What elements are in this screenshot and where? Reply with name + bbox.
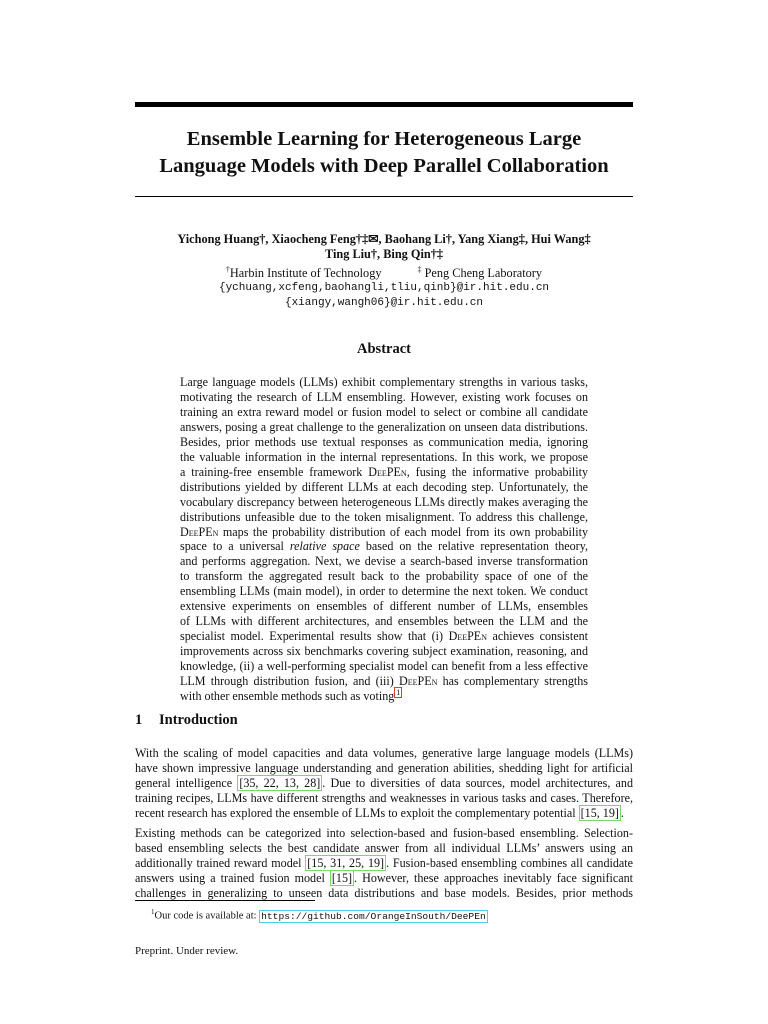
abstract-line: distributions unfeasible due to the token misalignment. To address this challenge, (180, 509, 588, 524)
method-name: DeePEn (448, 629, 487, 644)
title-line-1: Ensemble Learning for Heterogeneous Large (186, 128, 582, 150)
body-line: Existing methods can be categorized into selection-based and fusion-based ensembling. Selection- (135, 826, 633, 840)
email-line-2: {xiangy,wangh06}@ir.hit.edu.cn (284, 297, 484, 310)
abstract-line: the valuable information in the internal representations. In this work, we propose (180, 449, 588, 464)
abstract-line: answers, posing a great challenge to the generalization on unseen data distributions. (180, 419, 588, 434)
abstract-line: space to a universal relative space based on the relative representation theory, (180, 539, 588, 554)
body-line: training recipes, LLMs have different strengths and weaknesses in various tasks and cases. Therefore, (135, 790, 633, 805)
abstract-line: improvements across six benchmarks covering subject examination, reasoning, and (180, 644, 588, 659)
email-line-1: {ychuang,xcfeng,baohangli,tliu,qinb}@ir.hit.edu.cn (218, 282, 550, 295)
abstract-line: of LLMs with different architectures, and ensembles between the LLM and the (180, 614, 588, 629)
affiliation-pcl: ‡ Peng Cheng Laboratory (417, 265, 543, 281)
abstract-line: extensive experiments on ensembles of different number of LLMs, ensembles (180, 599, 588, 614)
abstract-line: training an extra reward model or fusion model to select or combine all candidate (180, 404, 588, 419)
footnote-mark: 1 (151, 908, 155, 916)
citation-link[interactable]: [15] (331, 870, 353, 885)
abstract-line: ensembling LLMs (main model), in order to determine the next token. We conduct (180, 584, 588, 599)
abstract-line: DeePEn maps the probability distribution of each model from its own probability (180, 524, 588, 539)
abstract-line: motivating the research of LLM ensembling. However, existing work focuses on (180, 389, 588, 404)
section-title: Introduction (159, 712, 238, 728)
abstract-heading: Abstract (357, 341, 411, 357)
title-bottom-rule (135, 196, 633, 197)
citation-link[interactable]: [15, 19] (580, 805, 619, 820)
footnote: $^1$Our code is available at: https://github.com/OrangeInSouth/DeePEn (151, 908, 486, 922)
footnote-rule (135, 900, 315, 901)
abstract-line: specialist model. Experimental results show that (i) DeePEn achieves consistent (180, 629, 588, 644)
abstract-line: knowledge, (ii) a well-performing specialist model can benefit from a less effective (180, 659, 588, 674)
paper-title (135, 126, 633, 180)
abstract-line: distributions yielded by different LLMs at each decoding step. Unfortunately, the (180, 479, 588, 494)
abstract-line: Large language models (LLMs) exhibit complementary strengths in various tasks, (180, 375, 588, 389)
title-line-2: Language Models with Deep Parallel Collaboration (159, 155, 609, 177)
body-line: additionally trained reward model [15, 31, 25, 19] . Fusion-based ensembling combines all candidate (135, 855, 633, 870)
abstract-line: Besides, prior methods use textual responses as communication media, ignoring (180, 434, 588, 449)
abstract-line: and performs aggregation. Next, we devise a search-based inverse transformation (180, 554, 588, 569)
author-list (135, 232, 633, 262)
intro-paragraph-2 (135, 826, 633, 901)
authors-line-1: Yichong Huang†, Xiaocheng Feng†‡✉, Baohang Li†, Yang Xiang‡, Hui Wang‡ (177, 232, 591, 246)
body-line: answers using a trained fusion model [15] . However, these approaches inevitably face significant (135, 870, 633, 885)
body-line: recent research has explored the ensemble of LLMs to exploit the complementary potential [15, 19] . (135, 805, 624, 820)
abstract-line: a training-free ensemble framework DeePEn, fusing the informative probability (180, 464, 588, 479)
abstract-line: to transform the aggregated result back to the probability space of one of the (180, 569, 588, 584)
method-name: DeePEn (398, 674, 438, 689)
emphasis-relative-space: relative space (289, 539, 360, 554)
code-url-link[interactable]: https://github.com/OrangeInSouth/DeePEn (261, 910, 486, 922)
affiliations (135, 262, 633, 311)
body-line: have shown impressive language understanding and generation abilities, shedding light for artificial (135, 760, 633, 775)
citation-link[interactable]: [15, 31, 25, 19] (307, 855, 385, 870)
affiliation-hit: †Harbin Institute of Technology (225, 265, 382, 281)
section-heading-introduction (135, 712, 633, 729)
body-line: general intelligence [35, 22, 13, 28] . Due to diversities of data sources, model architectures, and (135, 775, 633, 790)
abstract-line: vocabulary discrepancy between heterogeneous LLMs directly makes averaging the (180, 494, 588, 509)
intro-paragraph-1 (135, 746, 633, 821)
abstract-line: with other ensemble methods such as voting $^1$ (180, 687, 401, 704)
body-line: challenges in generalizing to unseen data distributions and base models. Besides, prior methods (135, 885, 633, 900)
body-line: based ensembling selects the best candidate answer from all individual LLMs’ answers using an (135, 840, 633, 855)
preprint-notice: Preprint. Under review. (135, 945, 239, 957)
footnote-ref-link[interactable]: 1 (396, 687, 401, 697)
abstract-line: LLM through distribution fusion, and (iii) DeePEn has complementary strengths (180, 674, 588, 689)
authors-line-2: Ting Liu†, Bing Qin†‡ (324, 247, 443, 261)
method-name: DeePEn (368, 464, 407, 479)
section-number: 1 (135, 712, 143, 728)
title-top-rule (135, 102, 633, 107)
citation-link[interactable]: [35, 22, 13, 28] (239, 775, 321, 790)
body-line: With the scaling of model capacities and data volumes, generative large language models (LLMs) (135, 746, 633, 760)
method-name: DeePEn (180, 524, 219, 539)
abstract-body (180, 375, 588, 704)
